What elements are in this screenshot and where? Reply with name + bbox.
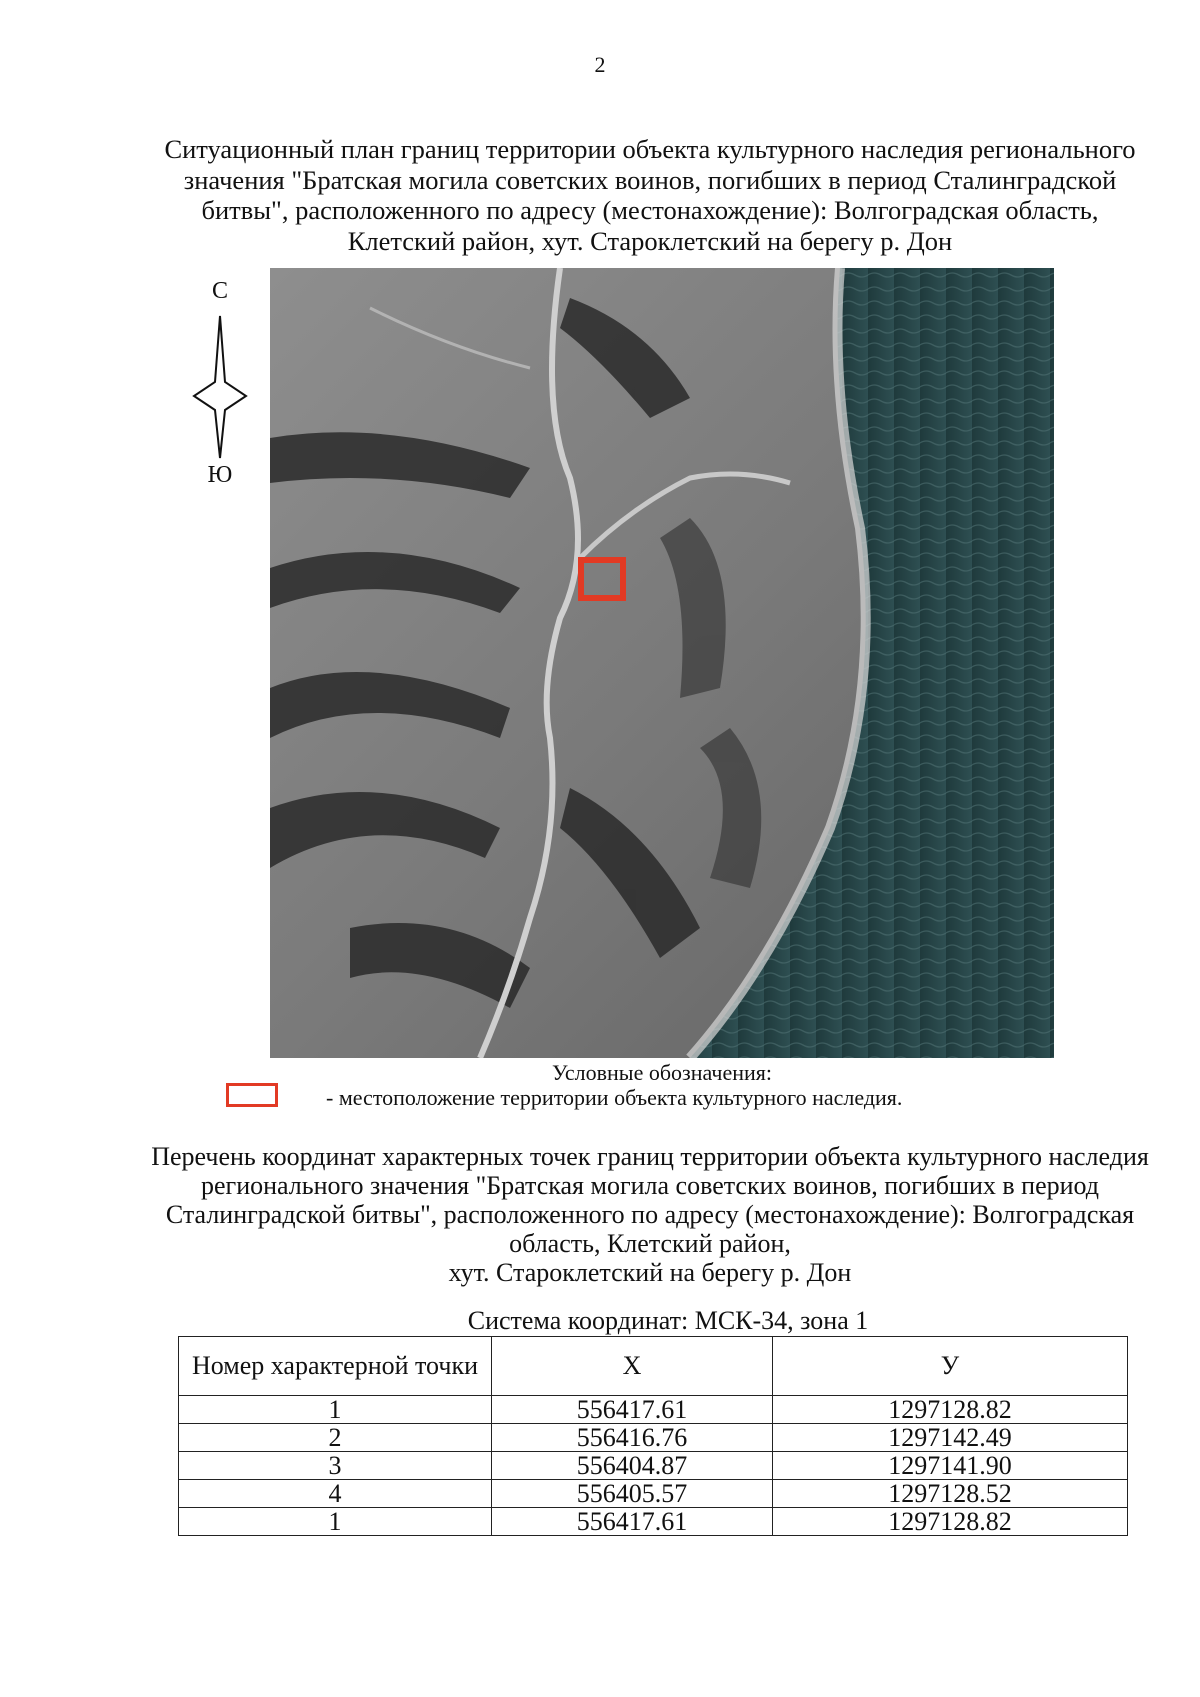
legend-marker-icon (226, 1083, 278, 1107)
cell-x: 556416.76 (492, 1424, 773, 1452)
cell-x: 556417.61 (492, 1396, 773, 1424)
cell-x: 556417.61 (492, 1508, 773, 1536)
legend-item-text: - местоположение территории объекта культурного наследия. (326, 1085, 903, 1110)
compass-rose (190, 278, 250, 488)
page-number: 2 (594, 52, 606, 77)
cell-x: 556405.57 (492, 1480, 773, 1508)
satellite-map (270, 268, 1054, 1058)
north-arrow-icon (190, 312, 250, 462)
table-header-row (179, 1337, 1128, 1396)
header-x: X (492, 1337, 773, 1396)
cell-y: 1297128.52 (773, 1480, 1128, 1508)
compass-south-label: Ю (207, 462, 233, 488)
cell-y: 1297128.82 (773, 1396, 1128, 1424)
coordinates-list-title-main: Перечень координат характерных точек границ территории объекта культурного наследия регионального значения "Братская могила советских воинов, погибших в период Сталинградской битвы", расположенного по адресу (местонахождение): Волгоградская область, Клетский район, (151, 1142, 1149, 1258)
cell-point: 1 (179, 1508, 492, 1536)
cell-y: 1297142.49 (773, 1424, 1128, 1452)
table-row (179, 1508, 1128, 1536)
cell-point: 3 (179, 1452, 492, 1480)
cell-point: 1 (179, 1396, 492, 1424)
cell-y: 1297128.82 (773, 1508, 1128, 1536)
table-row (179, 1480, 1128, 1508)
coordinates-table (178, 1336, 1128, 1536)
cell-point: 2 (179, 1424, 492, 1452)
header-point-number: Номер характерной точки (179, 1337, 492, 1396)
coordinates-list-title (150, 1142, 1150, 1287)
cell-point: 4 (179, 1480, 492, 1508)
plan-title: Ситуационный план границ территории объекта культурного наследия регионального значения "Братская могила советских воинов, погибших в период Сталинградской битвы", расположенного по адресу (местонахождение): Волгоградская область, Клетский район, хут. Староклетский на берегу р. Дон (164, 134, 1136, 256)
table-row (179, 1424, 1128, 1452)
legend-title: Условные обозначения: (551, 1060, 773, 1085)
table-row (179, 1452, 1128, 1480)
compass-north-label: С (211, 278, 228, 304)
coordinates-list-title-location: хут. Староклетский на берегу р. Дон (448, 1258, 852, 1287)
cell-x: 556404.87 (492, 1452, 773, 1480)
header-y: У (773, 1337, 1128, 1396)
coordinate-system-label: Система координат: МСК-34, зона 1 (467, 1306, 869, 1335)
cell-y: 1297141.90 (773, 1452, 1128, 1480)
table-row (179, 1396, 1128, 1424)
